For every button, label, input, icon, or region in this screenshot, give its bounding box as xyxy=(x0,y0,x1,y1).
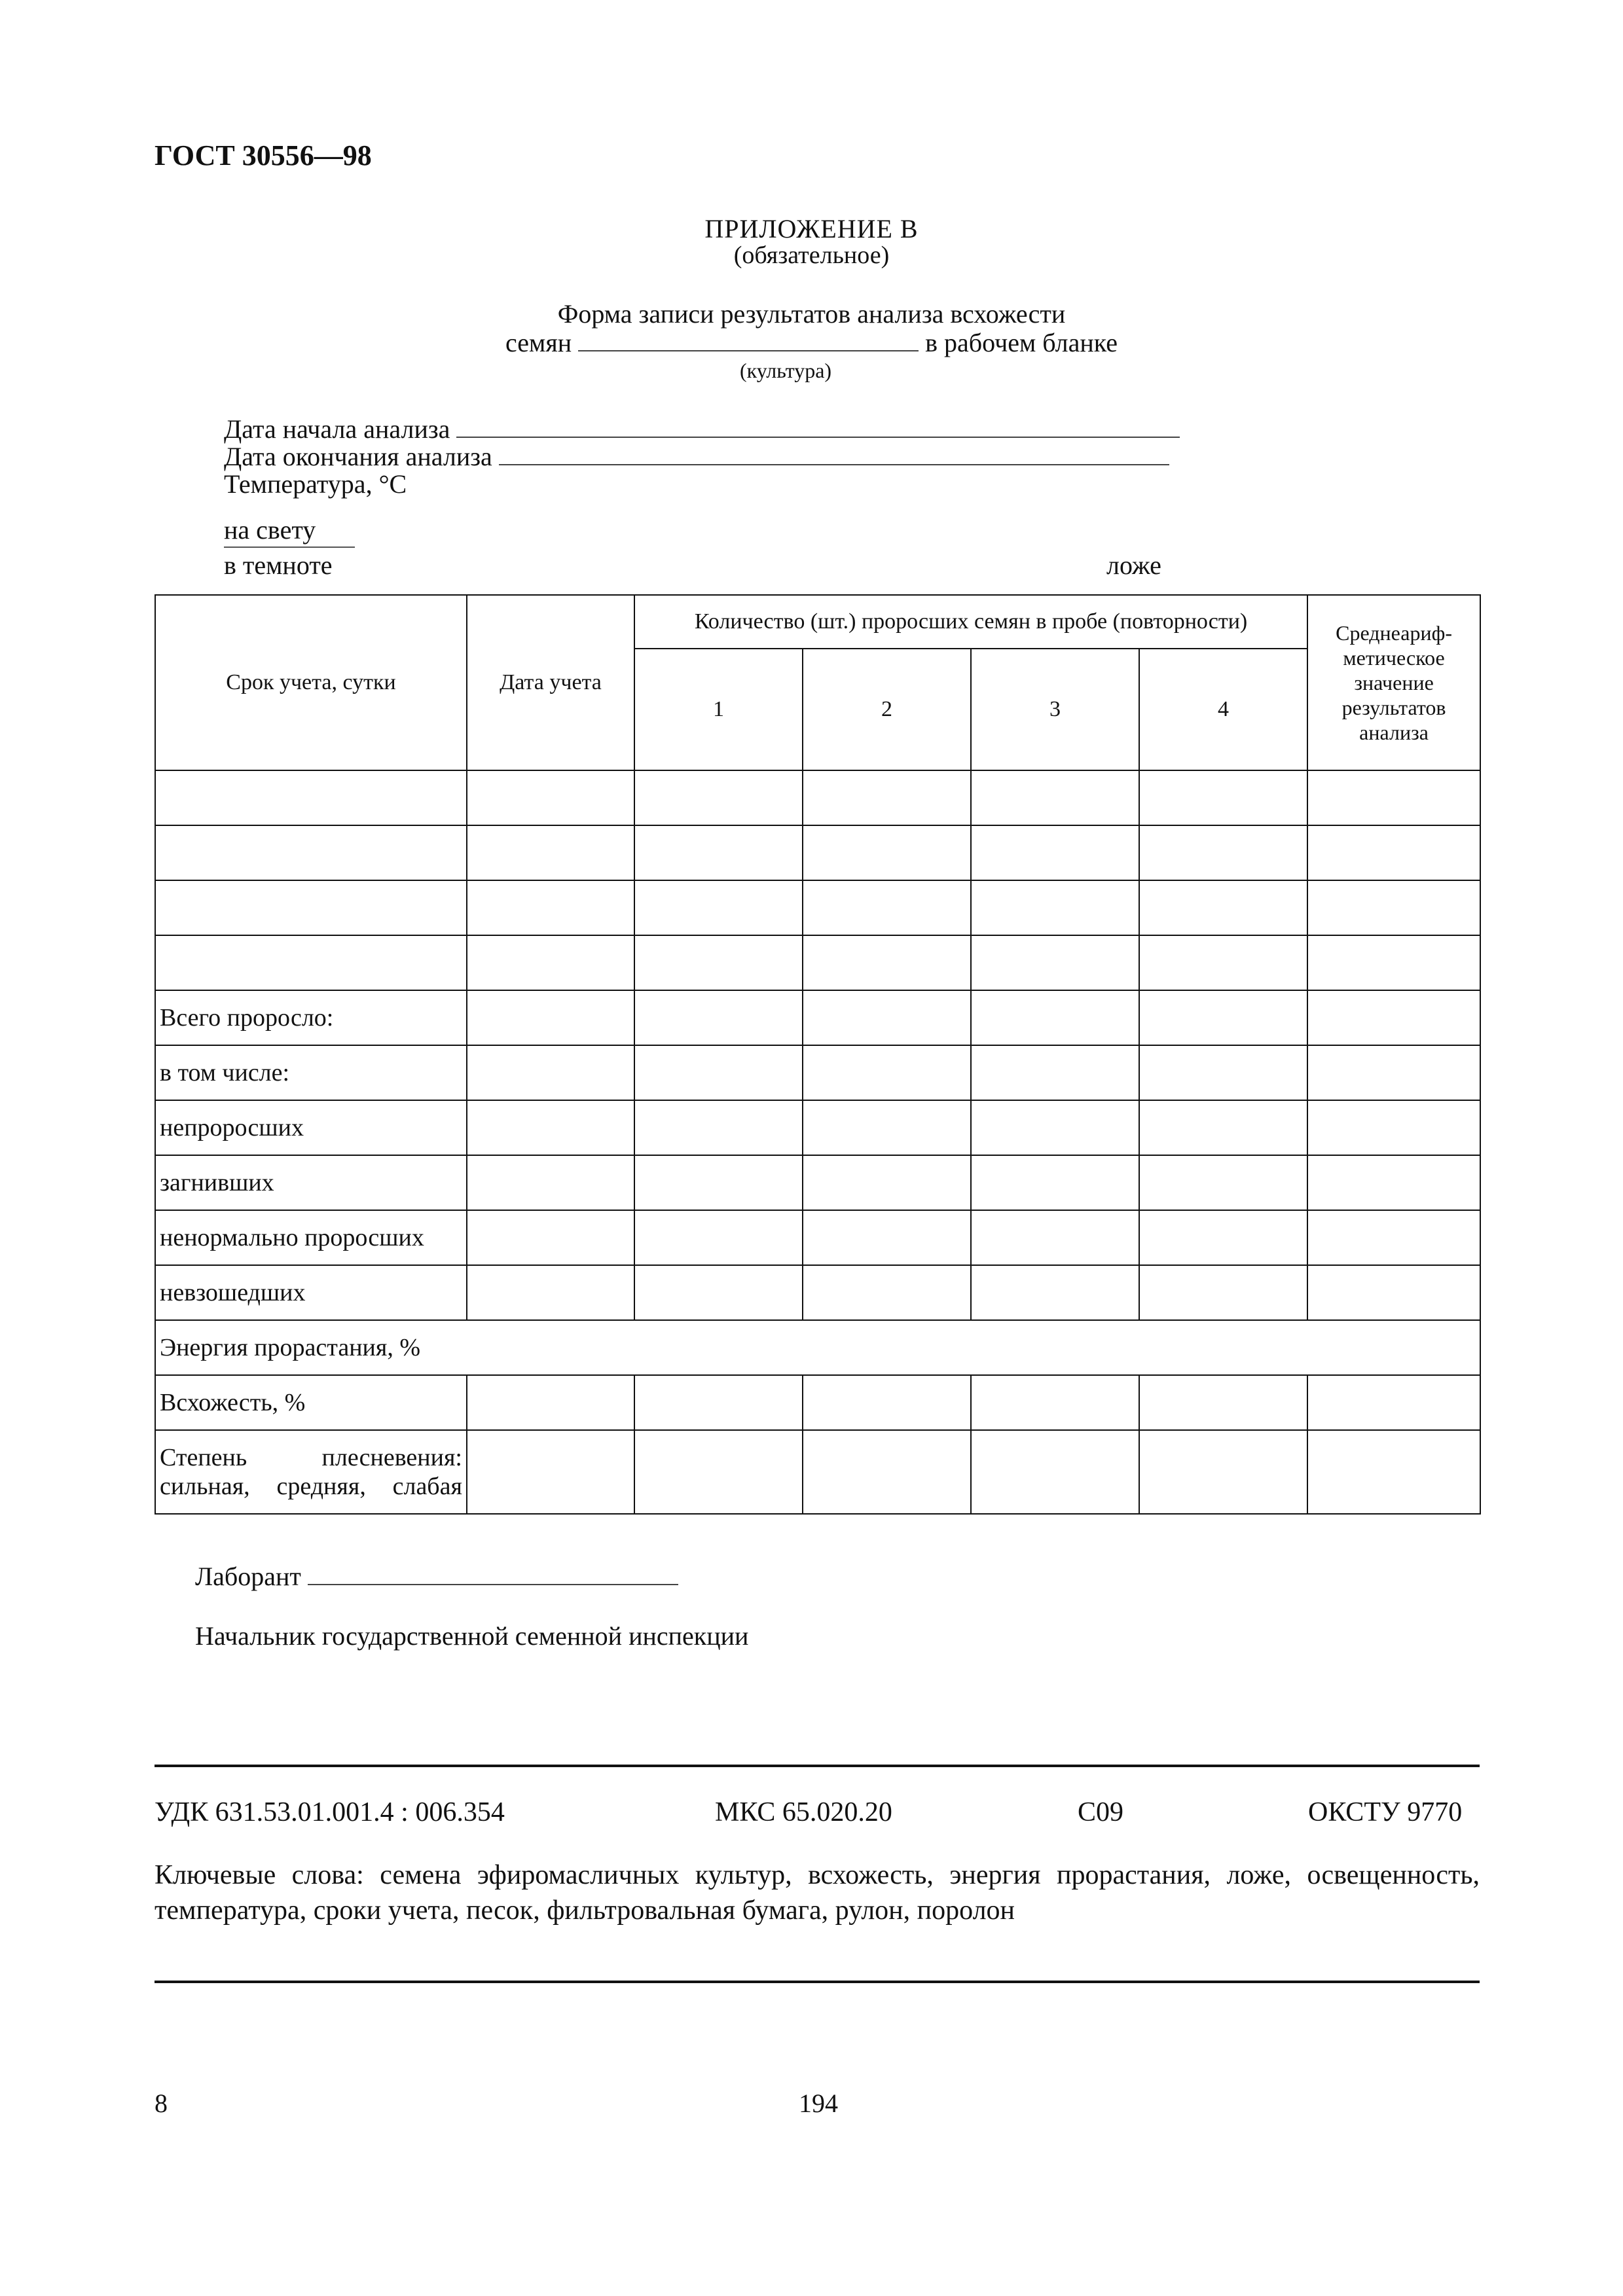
table-cell[interactable] xyxy=(1139,1430,1307,1514)
table-cell[interactable] xyxy=(467,1430,634,1514)
form-title: Форма записи результатов анализа всхожести xyxy=(557,299,1066,329)
lab-label: Лаборант xyxy=(195,1562,301,1591)
row-label-total: Всего проросло: xyxy=(155,990,467,1045)
blank-form-label: в рабочем бланке xyxy=(925,328,1118,357)
start-date-label: Дата начала анализа xyxy=(224,414,450,444)
table-cell[interactable] xyxy=(971,1375,1139,1430)
table-cell[interactable] xyxy=(971,1100,1139,1155)
table-cell[interactable] xyxy=(467,1265,634,1320)
table-cell[interactable] xyxy=(803,1155,971,1210)
table-cell[interactable] xyxy=(803,1375,971,1430)
table-cell[interactable] xyxy=(1307,825,1480,880)
row-label-rotten: загнивших xyxy=(155,1155,467,1210)
table-row xyxy=(155,825,1480,880)
end-date-field xyxy=(224,441,1169,472)
table-cell[interactable] xyxy=(1307,1155,1480,1210)
culture-note: (культура) xyxy=(739,359,832,382)
table-cell[interactable] xyxy=(467,1045,634,1100)
table-row xyxy=(155,1210,1480,1265)
table-cell[interactable] xyxy=(467,1100,634,1155)
collection-page-number: 194 xyxy=(799,2089,838,2118)
table-cell[interactable] xyxy=(971,1265,1139,1320)
table-cell[interactable] xyxy=(467,935,634,990)
table-cell[interactable] xyxy=(1307,1430,1480,1514)
table-cell[interactable] xyxy=(803,770,971,825)
table-cell[interactable] xyxy=(634,1430,803,1514)
lab-signature xyxy=(195,1561,678,1592)
results-table xyxy=(155,594,1481,1515)
row-label-germination: Всхожесть, % xyxy=(155,1375,467,1430)
table-cell[interactable] xyxy=(634,1100,803,1155)
form-title-line2 xyxy=(0,327,1623,358)
row-label-abnormal: ненормально проросших xyxy=(155,1210,467,1265)
table-cell[interactable] xyxy=(971,825,1139,880)
table-row xyxy=(155,1100,1480,1155)
keywords: Ключевые слова: семена эфиромасличных культур, всхожесть, энергия прорастания, ложе, освещенность, температура, сроки учета, песок, фильтровальная бумага, рулон, поролон xyxy=(155,1860,1480,1926)
culture-blank[interactable] xyxy=(578,328,919,351)
table-cell[interactable] xyxy=(634,1375,803,1430)
table-cell[interactable] xyxy=(803,990,971,1045)
table-cell[interactable] xyxy=(1139,1375,1307,1430)
page-number: 8 xyxy=(155,2089,168,2118)
table-cell[interactable] xyxy=(1139,990,1307,1045)
header-period: Срок учета, сутки xyxy=(155,595,467,770)
row-label-including: в том числе: xyxy=(155,1045,467,1100)
table-cell[interactable] xyxy=(1307,990,1480,1045)
lab-blank[interactable] xyxy=(308,1562,678,1585)
table-cell[interactable] xyxy=(634,1045,803,1100)
table-cell[interactable] xyxy=(971,1430,1139,1514)
table-cell[interactable] xyxy=(467,825,634,880)
table-row xyxy=(155,1320,1480,1375)
table-cell[interactable] xyxy=(634,1210,803,1265)
table-cell[interactable] xyxy=(971,990,1139,1045)
in-dark-label: в темноте xyxy=(224,550,333,580)
table-row xyxy=(155,1155,1480,1210)
row-label-not-emerged: невзошедших xyxy=(155,1265,467,1320)
group-code: С09 xyxy=(1078,1797,1124,1827)
table-cell[interactable] xyxy=(634,1265,803,1320)
header-replicate: 4 xyxy=(1139,649,1307,770)
table-cell[interactable] xyxy=(1307,935,1480,990)
table-cell[interactable] xyxy=(1139,1045,1307,1100)
table-cell[interactable] xyxy=(971,935,1139,990)
table-cell[interactable] xyxy=(1139,1100,1307,1155)
table-cell[interactable] xyxy=(1139,935,1307,990)
table-cell[interactable] xyxy=(1307,770,1480,825)
table-row xyxy=(155,1265,1480,1320)
table-cell[interactable] xyxy=(467,880,634,935)
table-cell[interactable] xyxy=(803,1045,971,1100)
table-cell[interactable] xyxy=(1307,1045,1480,1100)
table-cell[interactable] xyxy=(803,825,971,880)
table-cell[interactable] xyxy=(467,1155,634,1210)
header-count-group: Количество (шт.) проросших семян в пробе (повторности) xyxy=(634,595,1307,649)
row-label-not-sprouted: непроросших xyxy=(155,1100,467,1155)
table-cell[interactable] xyxy=(1139,1155,1307,1210)
table-row xyxy=(155,1045,1480,1100)
temperature-label: Температура, °С xyxy=(224,469,407,499)
okstu-code: ОКСТУ 9770 xyxy=(1308,1797,1463,1827)
table-cell[interactable] xyxy=(634,825,803,880)
table-cell[interactable] xyxy=(1139,1210,1307,1265)
table-cell[interactable] xyxy=(467,770,634,825)
table-cell[interactable] xyxy=(634,990,803,1045)
table-cell[interactable] xyxy=(1139,770,1307,825)
table-cell[interactable] xyxy=(155,825,467,880)
table-row xyxy=(155,1430,1480,1514)
table-cell[interactable] xyxy=(1139,825,1307,880)
table-cell[interactable] xyxy=(971,1210,1139,1265)
table-cell[interactable] xyxy=(971,770,1139,825)
table-cell[interactable] xyxy=(467,990,634,1045)
table-cell[interactable] xyxy=(1139,880,1307,935)
table-cell[interactable] xyxy=(634,935,803,990)
row-label-mold: Степень плесневения: сильная, средняя, слабая xyxy=(155,1430,467,1514)
table-cell[interactable] xyxy=(971,1155,1139,1210)
mks-code: МКС 65.020.20 xyxy=(715,1797,892,1827)
header-replicate: 1 xyxy=(634,649,803,770)
table-cell[interactable] xyxy=(155,880,467,935)
table-cell[interactable] xyxy=(803,1265,971,1320)
table-cell[interactable] xyxy=(1139,1265,1307,1320)
table-cell[interactable] xyxy=(467,1210,634,1265)
table-cell[interactable] xyxy=(634,770,803,825)
table-cell[interactable] xyxy=(803,1100,971,1155)
table-cell[interactable] xyxy=(1307,880,1480,935)
table-cell[interactable] xyxy=(1307,1100,1480,1155)
header-mean: Среднеариф-метическое значение результатов анализа xyxy=(1307,595,1480,770)
bed-label: ложе xyxy=(1106,550,1161,580)
appendix-title: ПРИЛОЖЕНИЕ В xyxy=(704,214,919,243)
table-cell[interactable] xyxy=(634,1155,803,1210)
header-date: Дата учета xyxy=(467,595,634,770)
header-replicate: 3 xyxy=(971,649,1139,770)
divider-bottom xyxy=(155,1981,1480,1983)
table-row xyxy=(155,1375,1480,1430)
chief-label: Начальник государственной семенной инспекции xyxy=(195,1621,749,1651)
start-date-blank[interactable] xyxy=(456,414,1180,438)
table-cell[interactable] xyxy=(803,1430,971,1514)
seeds-label: семян xyxy=(505,328,572,357)
start-date-field xyxy=(224,414,1180,444)
table-cell[interactable] xyxy=(803,880,971,935)
divider-top xyxy=(155,1765,1480,1767)
udk-code: УДК 631.53.01.001.4 : 006.354 xyxy=(155,1797,505,1827)
table-cell[interactable] xyxy=(971,1045,1139,1100)
table-row xyxy=(155,770,1480,825)
table-cell[interactable] xyxy=(1307,1210,1480,1265)
end-date-label: Дата окончания анализа xyxy=(224,442,492,471)
in-light-field xyxy=(224,514,355,548)
table-row xyxy=(155,935,1480,990)
table-cell[interactable] xyxy=(155,770,467,825)
standard-number: ГОСТ 30556—98 xyxy=(155,139,372,171)
table-cell[interactable] xyxy=(803,935,971,990)
table-cell[interactable] xyxy=(155,935,467,990)
table-cell[interactable] xyxy=(467,1375,634,1430)
table-cell[interactable] xyxy=(971,880,1139,935)
header-replicate: 2 xyxy=(803,649,971,770)
table-row xyxy=(155,990,1480,1045)
in-light-label: на свету xyxy=(224,514,355,548)
appendix-subtitle: (обязательное) xyxy=(733,242,890,269)
table-cell[interactable] xyxy=(1307,1265,1480,1320)
table-cell[interactable] xyxy=(803,1210,971,1265)
end-date-blank[interactable] xyxy=(499,442,1169,465)
table-cell[interactable] xyxy=(1307,1375,1480,1430)
table-cell[interactable] xyxy=(634,880,803,935)
row-label-energy: Энергия прорастания, % xyxy=(155,1320,1480,1375)
table-row xyxy=(155,880,1480,935)
